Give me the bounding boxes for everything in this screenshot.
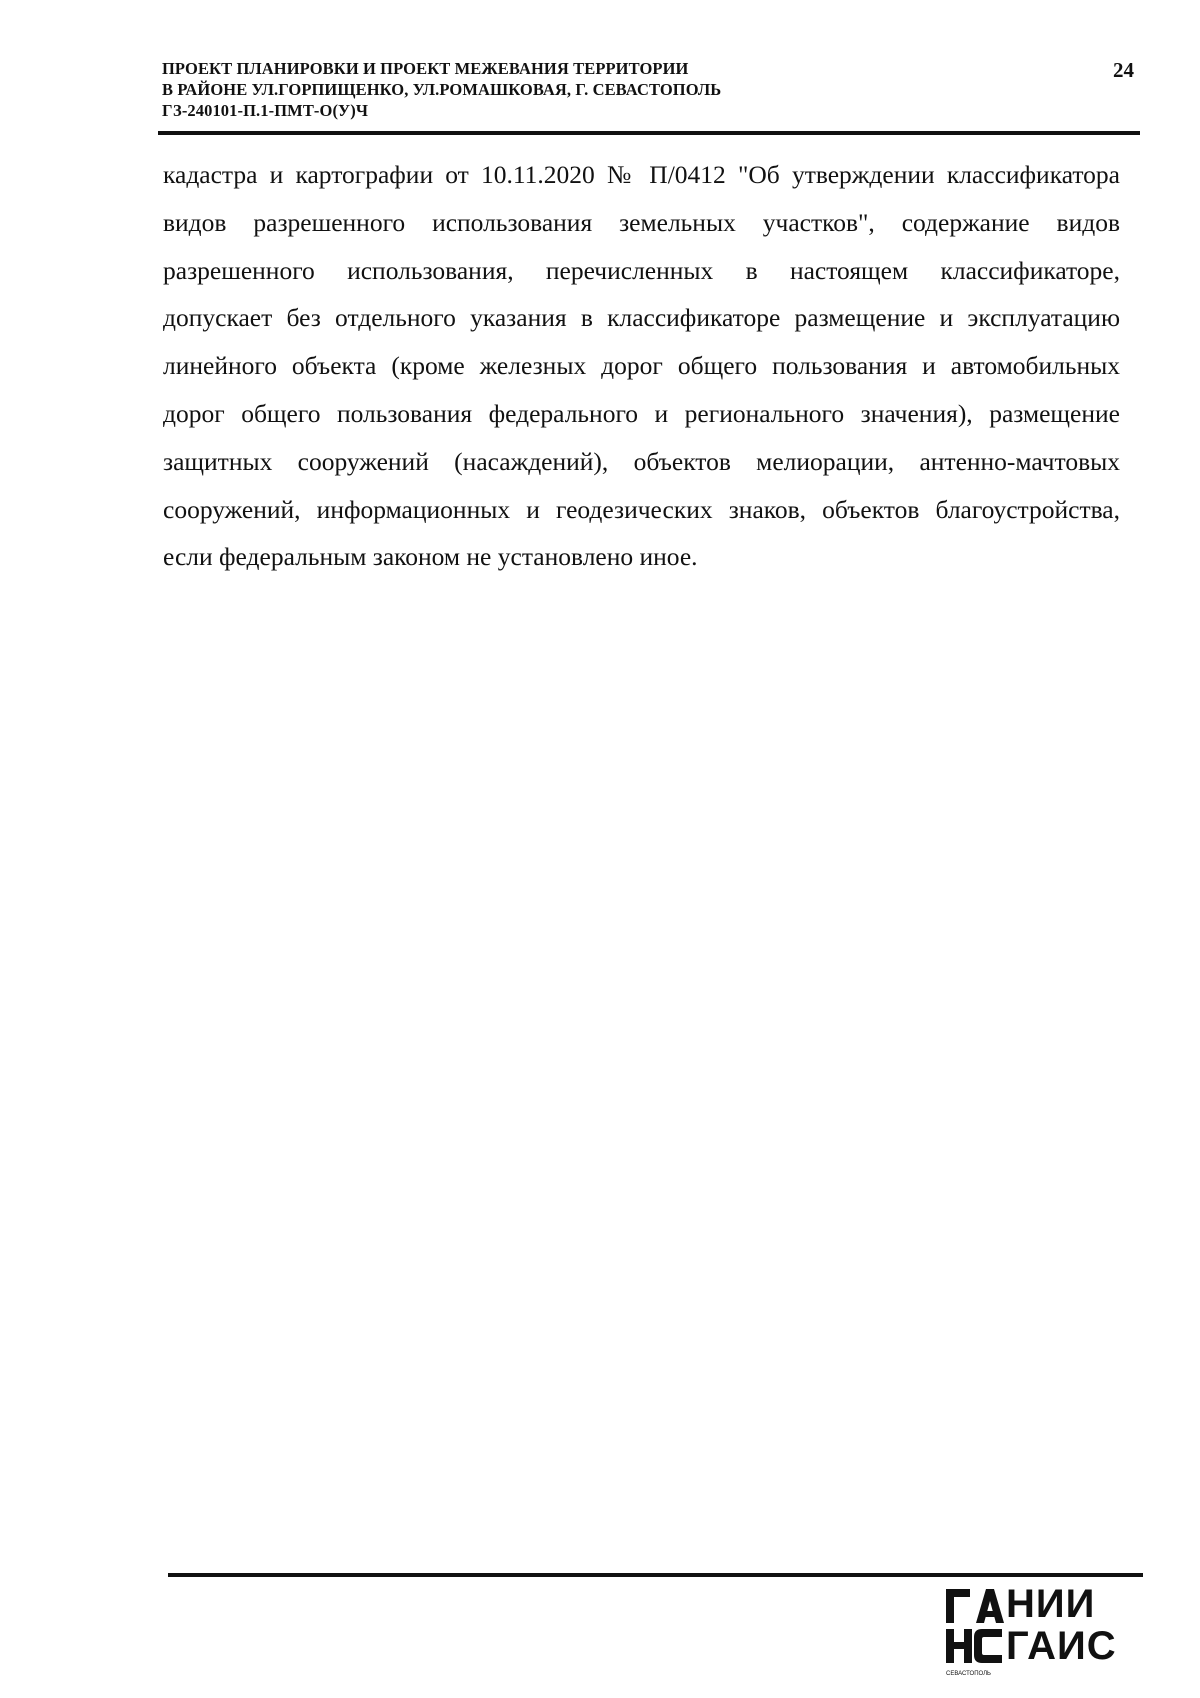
company-logo	[946, 1583, 1136, 1678]
body-line: если федеральным законом не установлено иное.	[163, 542, 698, 572]
logo-text-nii: НИИ	[1006, 1582, 1096, 1626]
document-code: ГЗ-240101-П.1-ПМТ-О(У)Ч	[162, 101, 369, 120]
logo-text-gais: ГАИС	[1006, 1624, 1117, 1668]
header-divider	[158, 131, 1140, 135]
document-header	[162, 58, 1112, 121]
logo-small-text: СЕВАСТОПОЛЬ	[946, 1671, 991, 1677]
body-line: допускает без отдельного указания в классификаторе размещение и эксплуатацию	[163, 303, 1120, 333]
body-line: сооружений, информационных и геодезических знаков, объектов благоустройства,	[163, 494, 1120, 524]
page-number: 24	[1113, 58, 1134, 82]
header-title-line2: В РАЙОНЕ УЛ.ГОРПИЩЕНКО, УЛ.РОМАШКОВАЯ, Г. СЕВАСТОПОЛЬ	[162, 80, 722, 99]
body-line: защитных сооружений (насаждений), объектов мелиорации, антенно-мачтовых	[163, 446, 1120, 476]
body-line: дорог общего пользования федерального и регионального значения), размещение	[163, 398, 1120, 428]
body-line: видов разрешенного использования земельных участков", содержание видов	[163, 207, 1120, 237]
footer-divider	[168, 1573, 1143, 1577]
logo-mark-icon	[946, 1583, 1004, 1678]
body-line: разрешенного использования, перечисленных в настоящем классификаторе,	[163, 255, 1120, 285]
body-paragraph	[163, 151, 1120, 581]
body-line: линейного объекта (кроме железных дорог общего пользования и автомобильных	[163, 351, 1120, 381]
header-title-line1: ПРОЕКТ ПЛАНИРОВКИ И ПРОЕКТ МЕЖЕВАНИЯ ТЕРРИТОРИИ	[162, 59, 689, 78]
body-line: кадастра и картографии от 10.11.2020 № П/0412 "Об утверждении классификатора	[163, 160, 1120, 189]
